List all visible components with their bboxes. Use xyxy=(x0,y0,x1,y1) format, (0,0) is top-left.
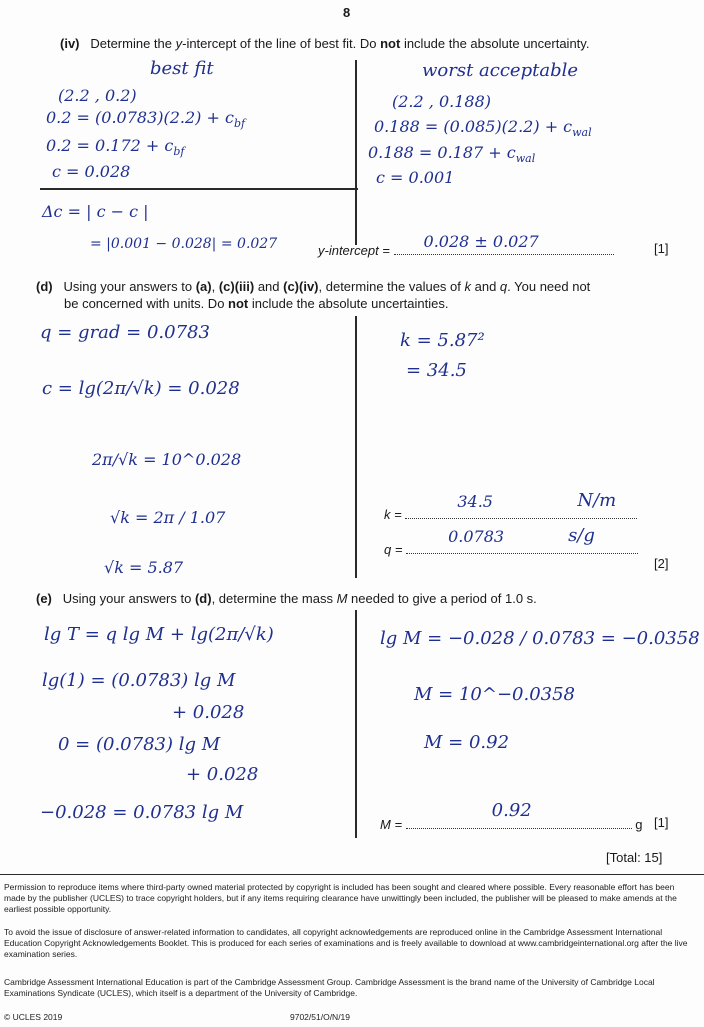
iv-worst-eq1: $0.188 = (0.085)(2.2) + c_{wal}$ xyxy=(374,117,592,140)
d-k-value: 34.5 xyxy=(457,492,493,511)
iv-worst-point: (2.2 , 0.188) xyxy=(392,92,491,111)
total-marks: [Total: 15] xyxy=(606,850,663,865)
iv-horizontal-divider xyxy=(40,188,358,190)
footer-cambridge: Cambridge Assessment International Education is part of the Cambridge Assessment Group. Cambridge Assessment is the brand name of the University of Cambridge Local Examinations Syndicate (UCLES), which itself is a department of the University of Cambridge. xyxy=(4,977,655,998)
iv-marks: [1] xyxy=(654,241,669,256)
question-iv xyxy=(60,36,589,51)
d-step1: 2π/√k = 10^0.028 xyxy=(92,450,242,469)
d-marks: [2] xyxy=(654,556,669,571)
e-step3: + 0.028 xyxy=(172,702,245,723)
question-e-label: (e) xyxy=(36,591,52,606)
question-d: (d) Using your answers to (a), (c)(iii) and (c)(iv), determine the values of k and q. You need not xyxy=(36,279,591,294)
question-d-line2: be concerned with units. Do not include the absolute uncertainties. xyxy=(64,296,449,311)
d-k-answer-line xyxy=(384,490,637,522)
iv-vertical-divider xyxy=(355,60,357,245)
question-iv-label: (iv) xyxy=(60,36,80,51)
e-vertical-divider xyxy=(355,610,357,838)
iv-worst-eq2: $0.188 = 0.187 + c_{wal}$ xyxy=(368,143,536,166)
iv-best-fit-eq2: $0.2 = 0.172 + c_{bf}$ xyxy=(46,136,185,159)
d-c-eq: c = lg(2π/√k) = 0.028 xyxy=(42,378,240,399)
e-answer-value: 0.92 xyxy=(491,800,532,821)
e-step6: −0.028 = 0.0783 lg M xyxy=(40,802,244,823)
question-d-label: (d) xyxy=(36,279,53,294)
iv-delta-line2: = |0.001 − 0.028| = 0.027 xyxy=(90,236,278,252)
iv-best-fit-eq1: $0.2 = (0.0783)(2.2) + c_{bf}$ xyxy=(46,108,246,131)
iv-best-fit-heading: best fit xyxy=(150,58,214,79)
d-q-grad: q = grad = 0.0783 xyxy=(40,322,210,343)
d-step3: √k = 5.87 xyxy=(104,558,184,577)
d-vertical-divider xyxy=(355,316,357,578)
e-answer-line xyxy=(380,800,643,832)
e-step4: 0 = (0.0783) lg M xyxy=(58,734,221,755)
footer-divider xyxy=(0,874,704,875)
d-k-calc1: k = 5.87² xyxy=(400,330,485,351)
e-right3: M = 0.92 xyxy=(424,732,510,753)
e-answer-unit: g xyxy=(635,817,643,832)
question-iv-bold: not xyxy=(380,36,401,51)
e-right1: lg M = −0.028 / 0.0783 = −0.0358 xyxy=(380,628,700,649)
iv-delta-line1: Δc = | c − c | xyxy=(42,202,149,221)
iv-sub-bf-1: bf xyxy=(233,117,246,131)
iv-best-fit-result: c = 0.028 xyxy=(52,162,131,181)
d-q-answer-line xyxy=(384,525,638,557)
e-step2: lg(1) = (0.0783) lg M xyxy=(42,670,236,691)
e-marks: [1] xyxy=(654,815,669,830)
e-step5: + 0.028 xyxy=(186,764,259,785)
d-k-label: k = xyxy=(384,507,402,522)
d-k-calc2: = 34.5 xyxy=(406,360,467,381)
iv-answer-value: 0.028 ± 0.027 xyxy=(423,232,539,251)
question-iv-text-2: -intercept of the line of best fit. Do xyxy=(182,36,381,51)
iv-answer-label: y-intercept = xyxy=(318,243,390,258)
d-k-unit: N/m xyxy=(577,490,617,511)
footer-permission: Permission to reproduce items where third-party owned material protected by copyright is included has been sought and cleared where possible. Every reasonable effort has been made by the publisher (UCLES) to trace copyright holders, but if any items requiring clearance have unwittingly been included, the publisher will be pleased to make amends at the earliest possible opportunity. xyxy=(4,882,677,914)
d-q-value: 0.0783 xyxy=(448,527,505,546)
page-number: 8 xyxy=(343,5,351,20)
iv-answer-line xyxy=(318,232,614,258)
e-right2: M = 10^−0.0358 xyxy=(414,684,576,705)
question-iv-text-3: include the absolute uncertainty. xyxy=(400,36,590,51)
iv-sub-wal-2: wal xyxy=(515,152,536,166)
d-step2: √k = 2π / 1.07 xyxy=(110,508,226,527)
e-answer-label: M = xyxy=(380,817,403,832)
iv-worst-heading: worst acceptable xyxy=(422,60,579,81)
iv-worst-result: c = 0.001 xyxy=(376,168,455,187)
question-iv-text-1: Determine the xyxy=(90,36,176,51)
footer-copyright: © UCLES 2019 xyxy=(4,1012,63,1022)
e-step1: lg T = q lg M + lg(2π/√k) xyxy=(44,624,274,645)
iv-sub-wal-1: wal xyxy=(572,126,592,140)
question-e: (e) Using your answers to (d), determine the mass M needed to give a period of 1.0 s. xyxy=(36,591,537,606)
footer-disclosure: To avoid the issue of disclosure of answer-related information to candidates, all copyright acknowledgements are reproduced online in the Cambridge Assessment International Education Copyright Acknowledgements Booklet. This is produced for each series of examinations and is freely available to download at www.cambridgeinternational.org after the live examination series. xyxy=(4,927,688,959)
iv-best-fit-point: (2.2 , 0.2) xyxy=(58,86,137,105)
d-q-label: q = xyxy=(384,542,403,557)
iv-sub-bf-2: bf xyxy=(173,145,185,159)
d-q-unit: s/g xyxy=(568,525,595,546)
footer-code: 9702/51/O/N/19 xyxy=(290,1012,351,1022)
question-iv-var: y xyxy=(175,36,183,51)
